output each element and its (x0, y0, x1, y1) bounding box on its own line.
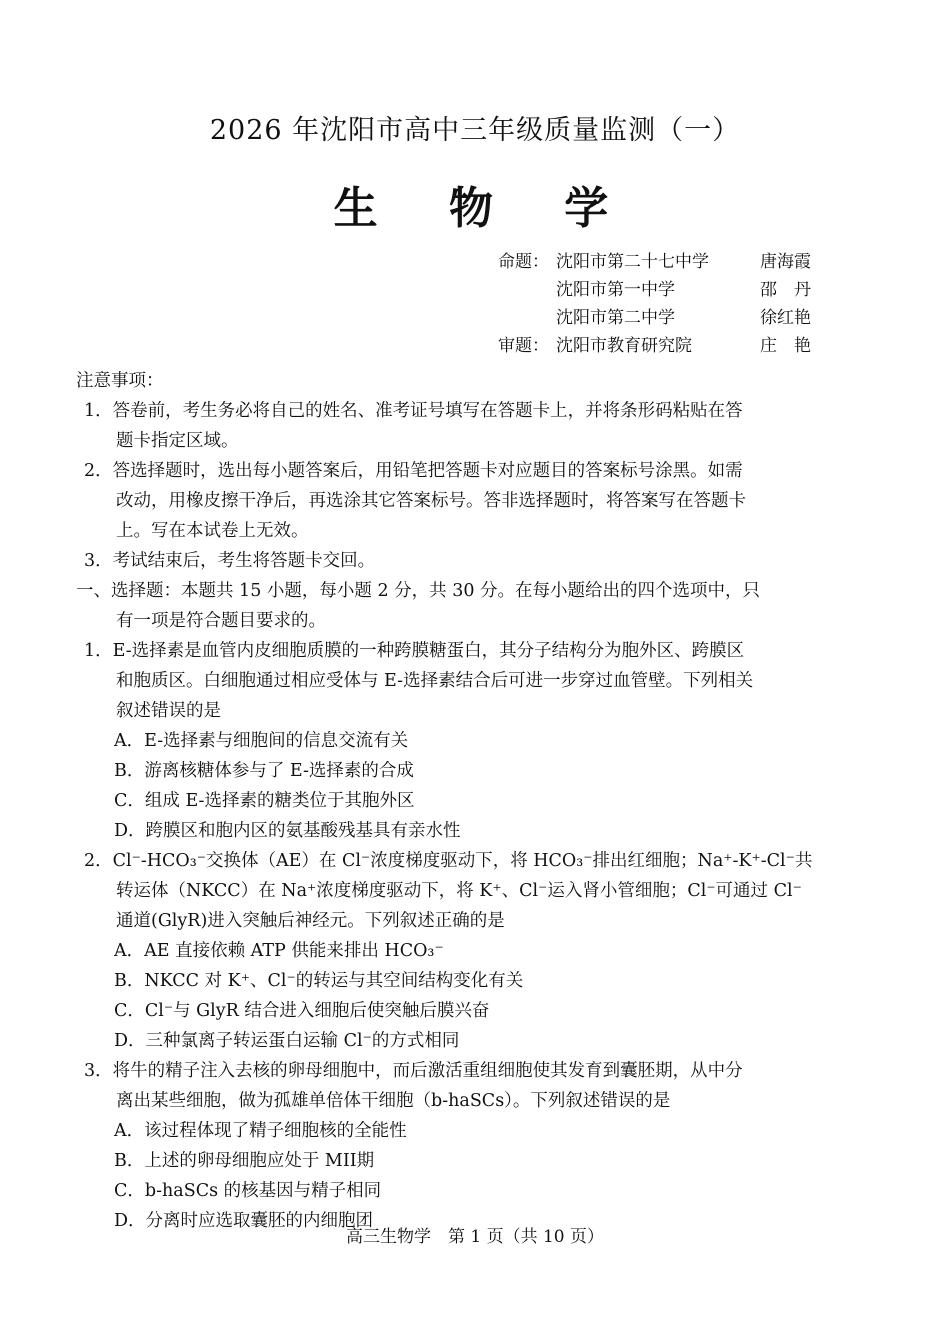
exam-title: 2026 年沈阳市高中三年级质量监测（一） (209, 115, 741, 146)
note-line: 题卡指定区域。 (116, 431, 239, 451)
answer-option: C．b-haSCs 的核基因与精子相同 (114, 1181, 382, 1201)
page-footer: 高三生物学 第 1 页（共 10 页） (345, 1227, 605, 1247)
credit-person: 唐海霞 (760, 252, 811, 272)
question-stem: 转运体（NKCC）在 Na⁺浓度梯度驱动下，将 K⁺、Cl⁻运入肾小管细胞；Cl⁻可通过 Cl⁻ (116, 881, 802, 901)
credit-school: 沈阳市第一中学 (556, 280, 675, 300)
answer-option: B．上述的卵母细胞应处于 MII期 (114, 1151, 375, 1171)
credit-school: 沈阳市第二十七中学 (556, 252, 709, 272)
credit-row (498, 304, 811, 332)
section-heading: 有一项是符合题目要求的。 (116, 611, 326, 631)
question-stem: 和胞质区。白细胞通过相应受体与 E-选择素结合后可进一步穿过血管壁。下列相关 (116, 671, 754, 691)
answer-option: A．AE 直接依赖 ATP 供能来排出 HCO₃⁻ (114, 941, 444, 961)
credit-person: 庄 艳 (760, 336, 811, 356)
question-stem: 3．将牛的精子注入去核的卵母细胞中，而后激活重组细胞使其发育到囊胚期，从中分 (84, 1061, 743, 1081)
question-stem: 2．Cl⁻-HCO₃⁻交换体（AE）在 Cl⁻浓度梯度驱动下，将 HCO₃⁻排出红细胞；Na⁺-K⁺-Cl⁻共 (84, 851, 813, 871)
note-line: 上。写在本试卷上无效。 (116, 521, 309, 541)
answer-option: D．三种氯离子转运蛋白运输 Cl⁻的方式相同 (114, 1031, 460, 1051)
credit-role: 命题： (498, 252, 549, 272)
answer-option: A．E-选择素与细胞间的信息交流有关 (114, 731, 409, 751)
credit-row (498, 276, 811, 304)
question-stem: 1．E-选择素是血管内皮细胞质膜的一种跨膜糖蛋白，其分子结构分为胞外区、跨膜区 (84, 641, 745, 661)
note-line: 3．考试结束后，考生将答题卡交回。 (84, 551, 376, 571)
question-stem: 通道(GlyR)进入突触后神经元。下列叙述正确的是 (116, 911, 505, 931)
answer-option: D．分离时应选取囊胚的内细胞团 (114, 1211, 374, 1231)
credits-block (498, 248, 811, 360)
question-stem: 离出某些细胞，做为孤雄单倍体干细胞（b-haSCs）。下列叙述错误的是 (116, 1091, 671, 1111)
answer-option: A．该过程体现了精子细胞核的全能性 (114, 1121, 407, 1141)
credit-person: 邵 丹 (760, 280, 811, 300)
exam-body (76, 366, 836, 1236)
credit-person: 徐红艳 (760, 308, 811, 328)
answer-option: B．游离核糖体参与了 E-选择素的合成 (114, 761, 414, 781)
credit-role: 审题： (498, 336, 549, 356)
note-line: 改动，用橡皮擦干净后，再选涂其它答案标号。答非选择题时，将答案写在答题卡 (116, 491, 746, 511)
credit-row (498, 332, 811, 360)
question-stem: 叙述错误的是 (116, 701, 221, 721)
answer-option: D．跨膜区和胞内区的氨基酸残基具有亲水性 (114, 821, 461, 841)
credit-row (498, 248, 811, 276)
credit-school: 沈阳市教育研究院 (556, 336, 692, 356)
answer-option: C．组成 E-选择素的糖类位于其胞外区 (114, 791, 415, 811)
note-line: 2．答选择题时，选出每小题答案后，用铅笔把答题卡对应题目的答案标号涂黑。如需 (84, 461, 743, 481)
subject-title: 生 物 学 (333, 183, 637, 234)
section-heading: 一、选择题：本题共 15 小题，每小题 2 分，共 30 分。在每小题给出的四个选项中，只 (76, 581, 761, 601)
note-line: 1．答卷前，考生务必将自己的姓名、准考证号填写在答题卡上，并将条形码粘贴在答 (84, 401, 743, 421)
notes-heading: 注意事项： (76, 371, 164, 391)
answer-option: C．Cl⁻与 GlyR 结合进入细胞后使突触后膜兴奋 (114, 1001, 490, 1021)
answer-option: B．NKCC 对 K⁺、Cl⁻的转运与其空间结构变化有关 (114, 971, 524, 991)
credit-school: 沈阳市第二中学 (556, 308, 675, 328)
